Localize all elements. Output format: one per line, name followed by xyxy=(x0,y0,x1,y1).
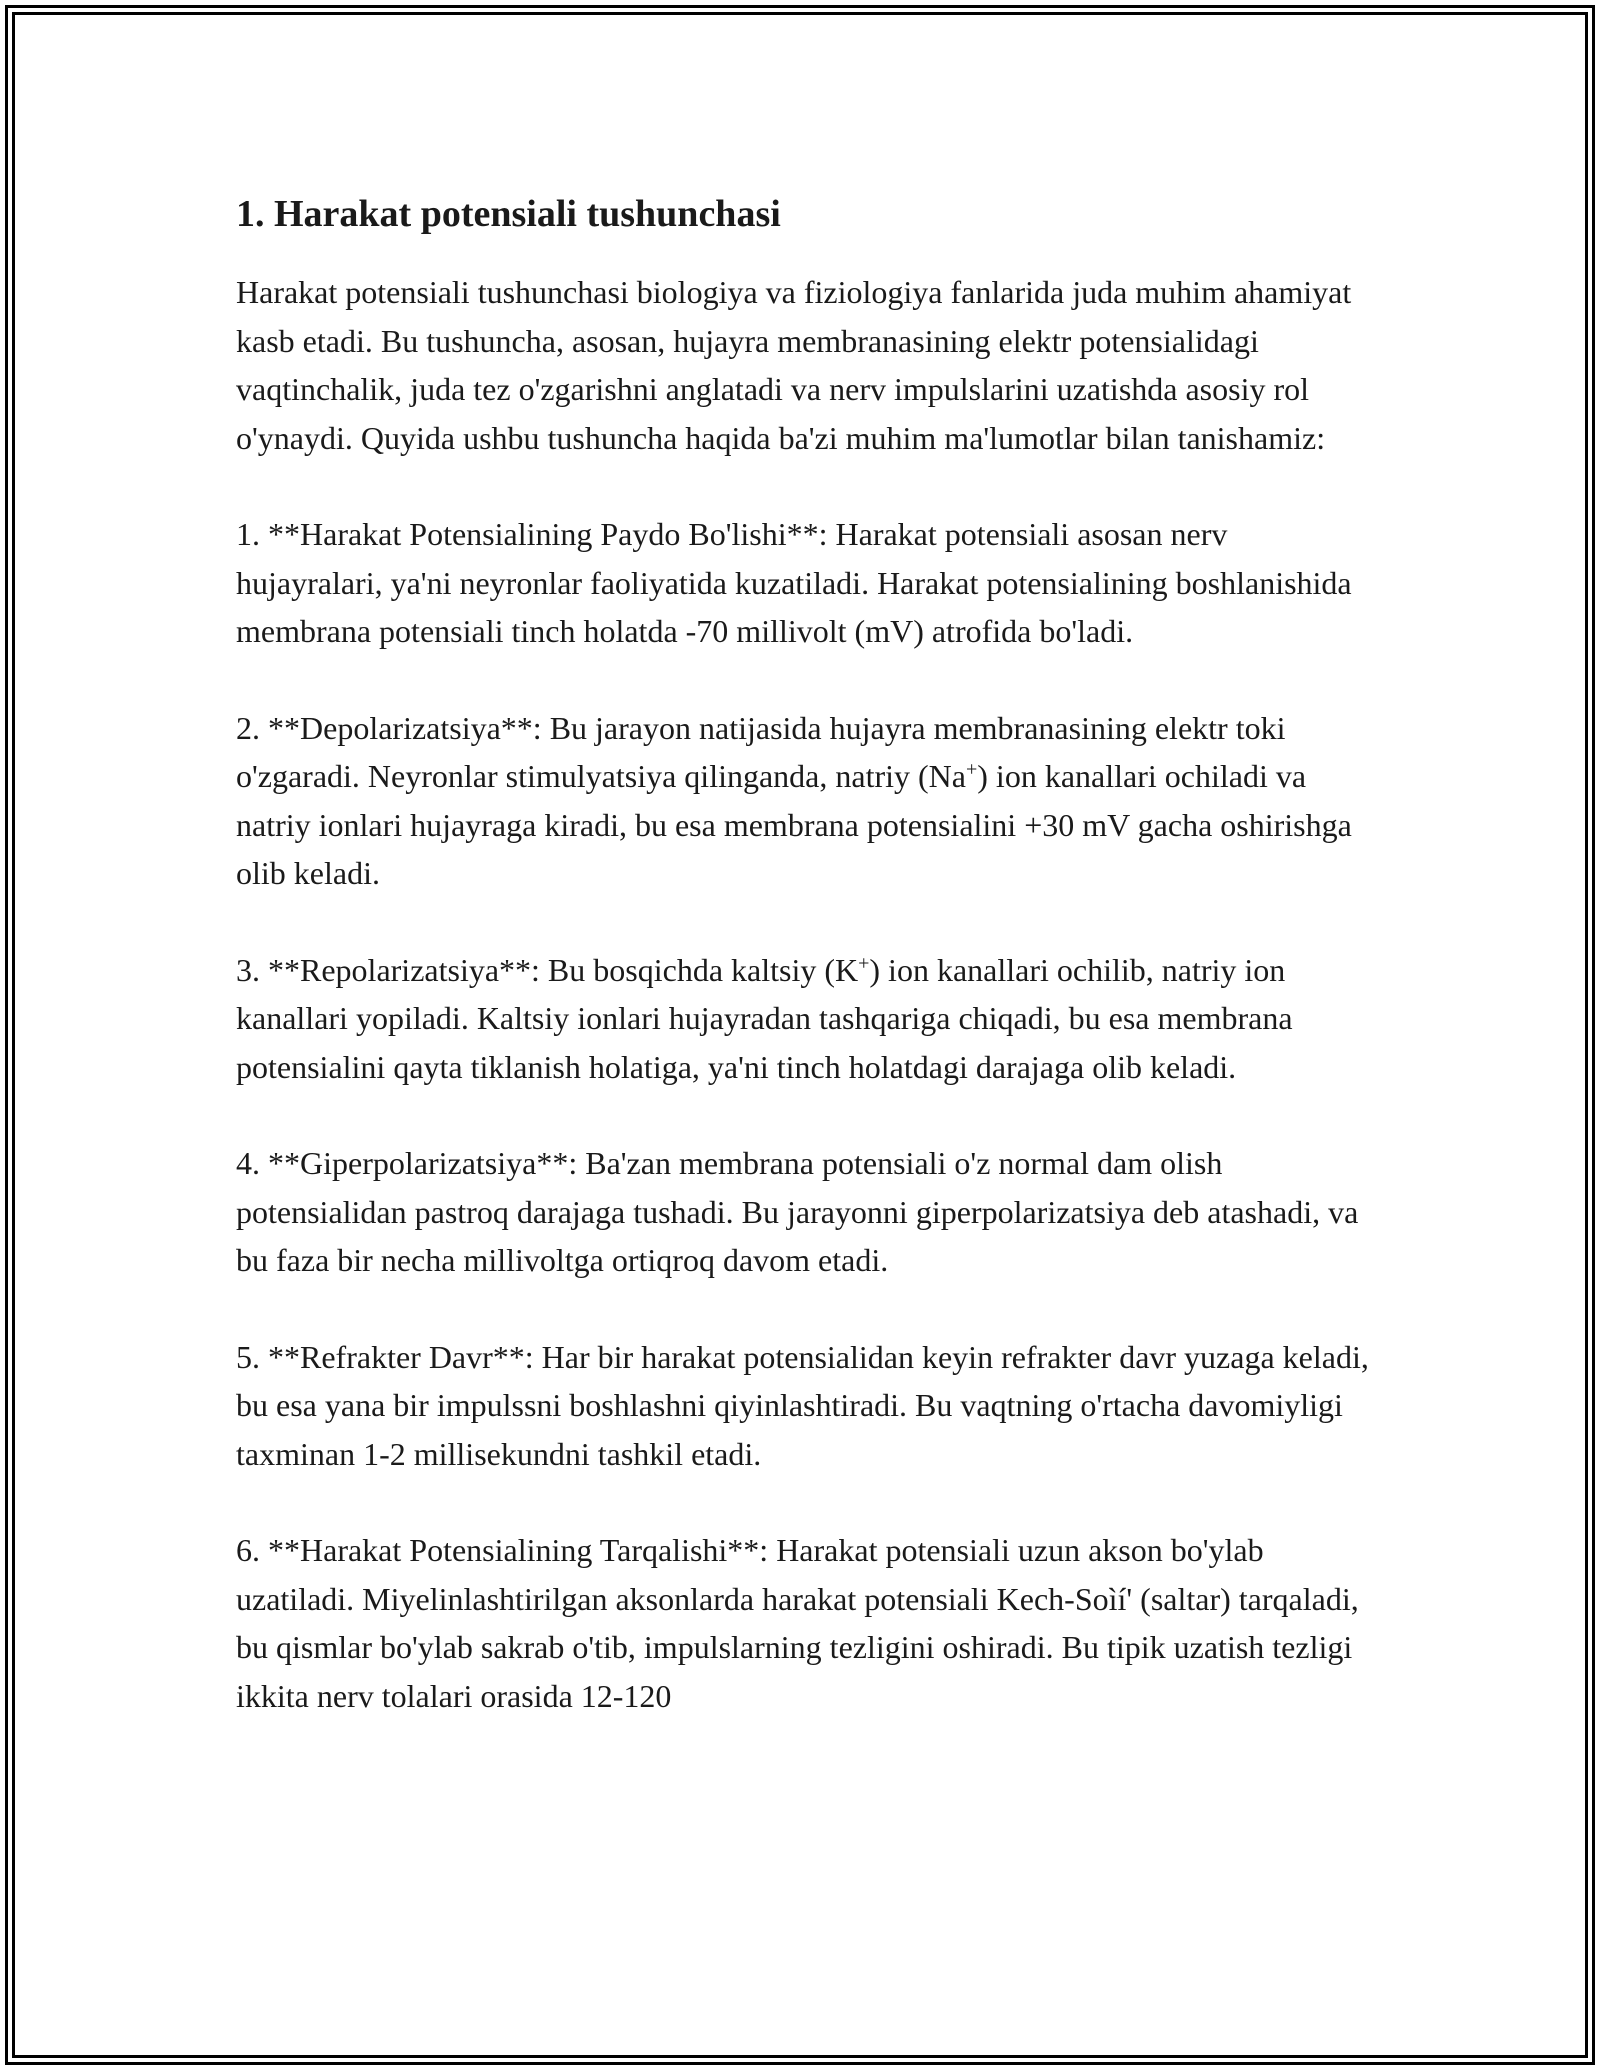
list-item-2-text-end: ) ion kanallari ochiladi va natriy ionlari hujayraga kiradi, bu esa membrana potensialini +30 mV gacha oshirishga olib keladi. xyxy=(236,758,1352,891)
list-item-5: 5. **Refrakter Davr**: Har bir harakat potensialidan keyin refrakter davr yuzaga keladi, bu esa yana bir impulssni boshlashni qiyinlashtiradi. Bu vaqtning o'rtacha davomiyligi taxminan 1-2 millisekundni tashkil etadi. xyxy=(236,1338,1369,1472)
list-item-1: 1. **Harakat Potensialining Paydo Bo'lishi**: Harakat potensiali asosan nerv hujayralari, ya'ni neyronlar faoliyatida kuzatiladi. Harakat potensialining boshlanishida membrana potensiali tinch holatda -70 millivolt (mV) atrofida bo'ladi. xyxy=(236,516,1352,649)
list-item-3 xyxy=(236,946,1376,1092)
list-item-4: 4. **Giperpolarizatsiya**: Ba'zan membrana potensiali o'z normal dam olish potensialidan pastroq darajaga tushadi. Bu jarayonni giperpolarizatsiya deb atashadi, va bu faza bir necha millivoltga ortiqroq davom etadi. xyxy=(236,1145,1359,1278)
list-item-3-text-end: ) ion kanallari ochilib, natriy ion kanallari yopiladi. Kaltsiy ionlari hujayradan tashqariga chiqadi, bu esa membrana potensialini qayta tiklanish holatiga, ya'ni tinch holatdagi darajaga olib keladi. xyxy=(236,951,1293,1085)
section-heading: 1. Harakat potensiali tushunchasi xyxy=(236,193,781,235)
list-item-2 xyxy=(236,704,1376,898)
potassium-charge-superscript: + xyxy=(858,951,870,974)
intro-paragraph: Harakat potensiali tushunchasi biologiya va fiziologiya fanlarida juda muhim ahamiyat kasb etadi. Bu tushuncha, asosan, hujayra membranasining elektr potensialidagi vaqtinchalik, juda tez o'zgarishni anglatadi va nerv impulslarini uzatishda asosiy rol o'ynaydi. Quyida ushbu tushuncha haqida ba'zi muhim ma'lumotlar bilan tanishamiz: xyxy=(236,274,1352,456)
document-body xyxy=(236,186,1376,1768)
list-item-2-text-start: 2. **Depolarizatsiya**: Bu jarayon natijasida hujayra membranasining elektr toki o'zgaradi. Neyronlar stimulyatsiya qilinganda, natriy (Na xyxy=(236,709,1286,794)
list-item-3-text-start: 3. **Repolarizatsiya**: Bu bosqichda kaltsiy (K xyxy=(236,951,859,988)
list-item-6: 6. **Harakat Potensialining Tarqalishi**: Harakat potensiali uzun akson bo'ylab uzatiladi. Miyelinlashtirilgan aksonlarda harakat potensiali Kech-Soìí' (saltar) tarqaladi, bu qismlar bo'ylab sakrab o'tib, impulslarning tezligini oshiradi. Bu tipik uzatish tezligi ikkita nerv tolalari orasida 12-120 xyxy=(236,1532,1359,1714)
sodium-charge-superscript: + xyxy=(965,758,978,781)
